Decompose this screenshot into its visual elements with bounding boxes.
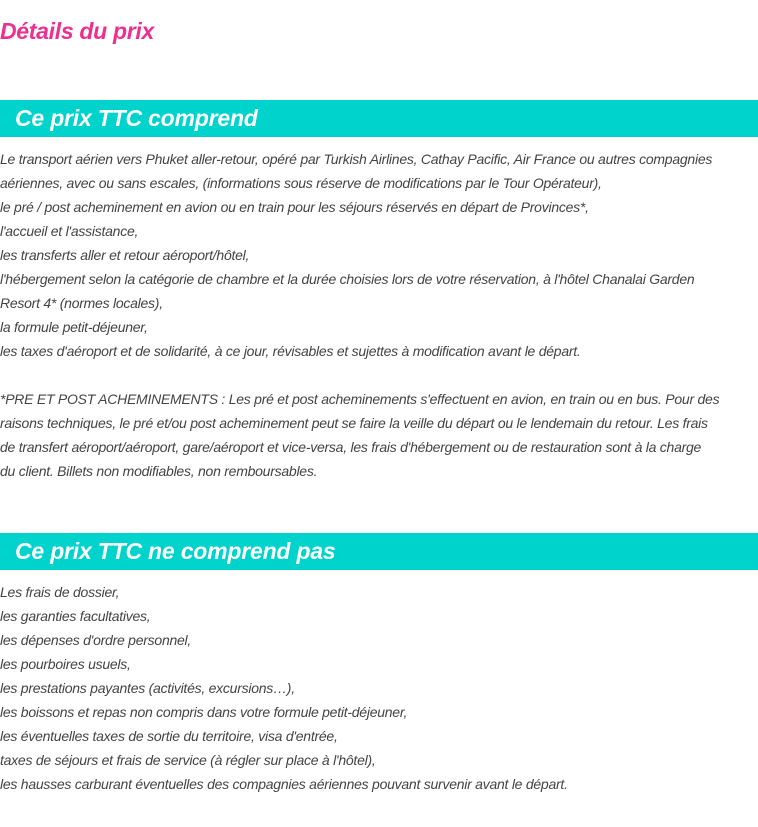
included-line: aériennes, avec ou sans escales, (informations sous réserve de modifications par le Tour Opérateur),: [0, 175, 602, 191]
excluded-line: Les frais de dossier,: [0, 584, 120, 600]
excluded-section-heading: Ce prix TTC ne comprend pas: [15, 538, 336, 564]
included-line: Resort 4* (normes locales),: [0, 295, 163, 311]
excluded-line: les éventuelles taxes de sortie du territoire, visa d'entrée,: [0, 728, 338, 744]
included-line: Le transport aérien vers Phuket aller-retour, opéré par Turkish Airlines, Cathay Pacific, Air France ou autres compagnies: [0, 151, 713, 167]
excluded-text-block: [0, 580, 758, 796]
included-line: la formule petit-déjeuner,: [0, 319, 148, 335]
acheminement-note-line: du client. Billets non modifiables, non remboursables.: [0, 463, 318, 479]
page-title: Détails du prix: [0, 18, 154, 44]
excluded-line: taxes de séjours et frais de service (à régler sur place à l'hôtel),: [0, 752, 376, 768]
included-line: l'hébergement selon la catégorie de chambre et la durée choisies lors de votre réservation, à l'hôtel Chanalai Garden: [0, 271, 695, 287]
excluded-section-banner: [0, 533, 758, 570]
included-line: le pré / post acheminement en avion ou en train pour les séjours réservés en départ de Provinces*,: [0, 199, 589, 215]
excluded-line: les pourboires usuels,: [0, 656, 131, 672]
acheminement-note-line: raisons techniques, le pré et/ou post acheminement peut se faire la veille du départ ou le lendemain du retour. Les frais: [0, 415, 708, 431]
paragraph-spacer: [0, 363, 758, 387]
excluded-line: les dépenses d'ordre personnel,: [0, 632, 192, 648]
included-section-banner: [0, 100, 758, 137]
included-line: les transferts aller et retour aéroport/hôtel,: [0, 247, 250, 263]
included-line: l'accueil et l'assistance,: [0, 223, 139, 239]
acheminement-note-line: *PRE ET POST ACHEMINEMENTS : Les pré et post acheminements s'effectuent en avion, en train ou en bus. Pour des: [0, 391, 720, 407]
excluded-line: les garanties facultatives,: [0, 608, 151, 624]
included-line: les taxes d'aéroport et de solidarité, à ce jour, révisables et sujettes à modification avant le départ.: [0, 343, 581, 359]
excluded-line: les boissons et repas non compris dans votre formule petit-déjeuner,: [0, 704, 408, 720]
acheminement-note-line: de transfert aéroport/aéroport, gare/aéroport et vice-versa, les frais d'hébergement ou de restauration sont à la charge: [0, 439, 702, 455]
excluded-line: les hausses carburant éventuelles des compagnies aériennes pouvant survenir avant le départ.: [0, 776, 568, 792]
included-text-block: [0, 147, 758, 483]
excluded-line: les prestations payantes (activités, excursions…),: [0, 680, 295, 696]
included-section-heading: Ce prix TTC comprend: [15, 105, 258, 131]
